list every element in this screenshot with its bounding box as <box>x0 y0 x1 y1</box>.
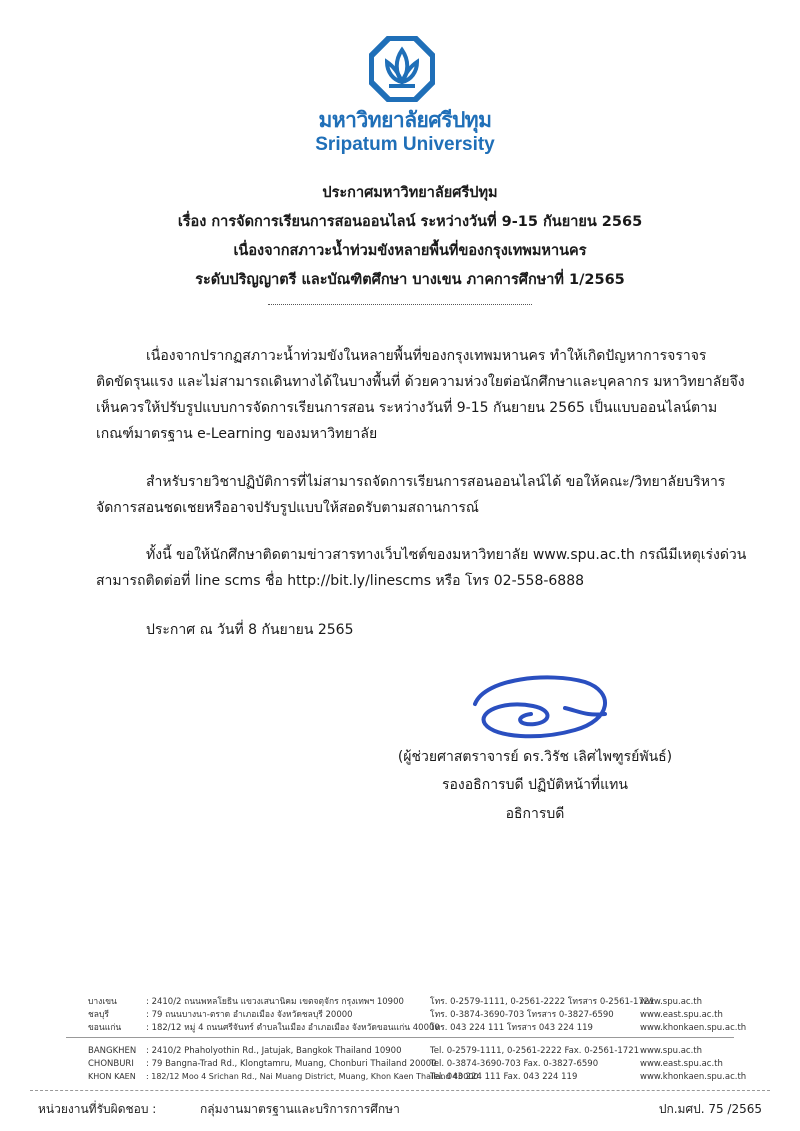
paragraph-line: เนื่องจากปรากฏสภาวะน้ำท่วมขังในหลายพื้นที่ของกรุงเทพมหานคร ทำให้เกิดปัญหาการจราจร <box>146 348 707 364</box>
campus-phone: โทร. 0-3874-3690-703 โทรสาร 0-3827-6590 <box>430 1010 614 1020</box>
campus-address: : 79 Bangna-Trad Rd., Klongtamru, Muang, Chonburi Thailand 20000 <box>146 1059 437 1069</box>
signatory-name: (ผู้ช่วยศาสตราจารย์ ดร.วิรัช เลิศไพฑูรย์พันธ์) <box>397 749 673 765</box>
campus-address: : 2410/2 Phaholyothin Rd., Jatujak, Bangkok Thailand 10900 <box>146 1046 402 1056</box>
announcement-date <box>96 617 720 643</box>
responsible-unit-label: หน่วยงานที่รับผิดชอบ : <box>38 1102 157 1116</box>
announcement-subject: เรื่อง การจัดการเรียนการสอนออนไลน์ ระหว่างวันที่ 9-15 กันยายน 2565 <box>177 214 643 230</box>
campus-phone: โทร. 0-2579-1111, 0-2561-2222 โทรสาร 0-2561-1721 <box>430 997 655 1007</box>
campus-name: บางเขน <box>88 997 117 1007</box>
paragraph-line: สามารถติดต่อที่ line scms ชื่อ http://bit.ly/linescms หรือ โทร 02-558-6888 <box>96 573 585 589</box>
campus-name: BANGKHEN <box>88 1046 137 1056</box>
footer-address-row <box>88 996 404 1008</box>
responsible-unit: กลุ่มงานมาตรฐานและบริการการศึกษา <box>200 1102 400 1116</box>
signatory-title: อธิการบดี <box>505 806 565 822</box>
footer-divider-bottom <box>30 1090 770 1091</box>
campus-phone: Tel. 0-2579-1111, 0-2561-2222 Fax. 0-2561-1721 <box>430 1046 640 1056</box>
campus-address: : 182/12 Moo 4 Srichan Rd., Nai Muang District, Muang, Khon Kaen Thailand 40000 <box>146 1072 479 1081</box>
footer-address-row <box>88 1071 479 1083</box>
campus-name: ชลบุรี <box>88 1010 109 1020</box>
announcement-scope: ระดับปริญญาตรี และบัณฑิตศึกษา บางเขน ภาคการศึกษาที่ 1/2565 <box>195 272 625 288</box>
paragraph-line: สำหรับรายวิชาปฏิบัติการที่ไม่สามารถจัดการเรียนการสอนออนไลน์ได้ ขอให้คณะ/วิทยาลัยบริหาร <box>146 474 726 490</box>
footer-address-row <box>88 1058 437 1070</box>
university-name-thai: มหาวิทยาลัยศรีปทุม <box>318 108 492 132</box>
campus-name: KHON KAEN <box>88 1072 136 1081</box>
paragraph-line: ทั้งนี้ ขอให้นักศึกษาติดตามข่าวสารทางเว็บไซต์ของมหาวิทยาลัย www.spu.ac.th กรณีมีเหตุเร่งด่วน <box>146 547 747 563</box>
campus-website: www.khonkaen.spu.ac.th <box>640 1023 747 1033</box>
campus-website: www.east.spu.ac.th <box>640 1059 723 1069</box>
campus-name: ขอนแก่น <box>88 1023 122 1033</box>
lotus-hexagon-logo-icon <box>369 36 435 102</box>
campus-address: : 79 ถนนบางนา-ตราด อำเภอเมือง จังหวัดชลบุรี 20000 <box>146 1010 353 1020</box>
campus-address: : 182/12 หมู่ 4 ถนนศรีจันทร์ ตำบลในเมือง อำเภอเมือง จังหวัดขอนแก่น 40000 <box>146 1023 440 1033</box>
campus-website: www.east.spu.ac.th <box>640 1010 723 1020</box>
date-line: ประกาศ ณ วันที่ 8 กันยายน 2565 <box>146 622 354 638</box>
campus-address: : 2410/2 ถนนพหลโยธิน แขวงเสนานิคม เขตจตุจักร กรุงเทพฯ 10900 <box>146 997 404 1007</box>
footer-address-row <box>88 1045 402 1057</box>
paragraph-1 <box>96 343 745 447</box>
campus-website: www.khonkaen.spu.ac.th <box>640 1072 747 1082</box>
campus-website: www.spu.ac.th <box>640 1046 702 1056</box>
paragraph-line: ติดขัดรุนแรง และไม่สามารถเดินทางได้ในบางพื้นที่ ด้วยความห่วงใยต่อนักศึกษาและบุคลากร มหาวิทยาลัยจึง <box>96 374 745 390</box>
footer-address-row <box>88 1009 353 1021</box>
university-name-english: Sripatum University <box>315 134 495 155</box>
campus-phone: Tel. 043 224 111 Fax. 043 224 119 <box>430 1072 578 1082</box>
campus-phone: โทร. 043 224 111 โทรสาร 043 224 119 <box>430 1023 593 1033</box>
paragraph-line: จัดการสอนชดเชยหรืออาจปรับรูปแบบให้สอดรับตามสถานการณ์ <box>96 500 479 516</box>
paragraph-3 <box>96 542 747 594</box>
announcement-reason: เนื่องจากสภาวะน้ำท่วมขังหลายพื้นที่ของกรุงเทพมหานคร <box>233 243 587 259</box>
university-logo <box>340 36 464 106</box>
footer-address-row <box>88 1022 440 1034</box>
title-divider <box>268 304 532 305</box>
paragraph-line: เกณฑ์มาตรฐาน e-Learning ของมหาวิทยาลัย <box>96 426 378 442</box>
campus-name: CHONBURI <box>88 1059 134 1069</box>
paragraph-line: เห็นควรให้ปรับรูปแบบการจัดการเรียนการสอน ระหว่างวันที่ 9-15 กันยายน 2565 เป็นแบบออนไลน์ตาม <box>96 400 718 416</box>
campus-website: www.spu.ac.th <box>640 997 702 1007</box>
paragraph-2 <box>96 469 726 521</box>
document-code: ปก.มศป. 75 /2565 <box>658 1102 762 1116</box>
footer-divider <box>66 1037 734 1038</box>
signatory-position: รองอธิการบดี ปฏิบัติหน้าที่แทน <box>442 777 628 793</box>
signature-image <box>455 668 625 748</box>
announcement-title: ประกาศมหาวิทยาลัยศรีปทุม <box>322 185 498 201</box>
campus-phone: Tel. 0-3874-3690-703 Fax. 0-3827-6590 <box>430 1059 599 1069</box>
